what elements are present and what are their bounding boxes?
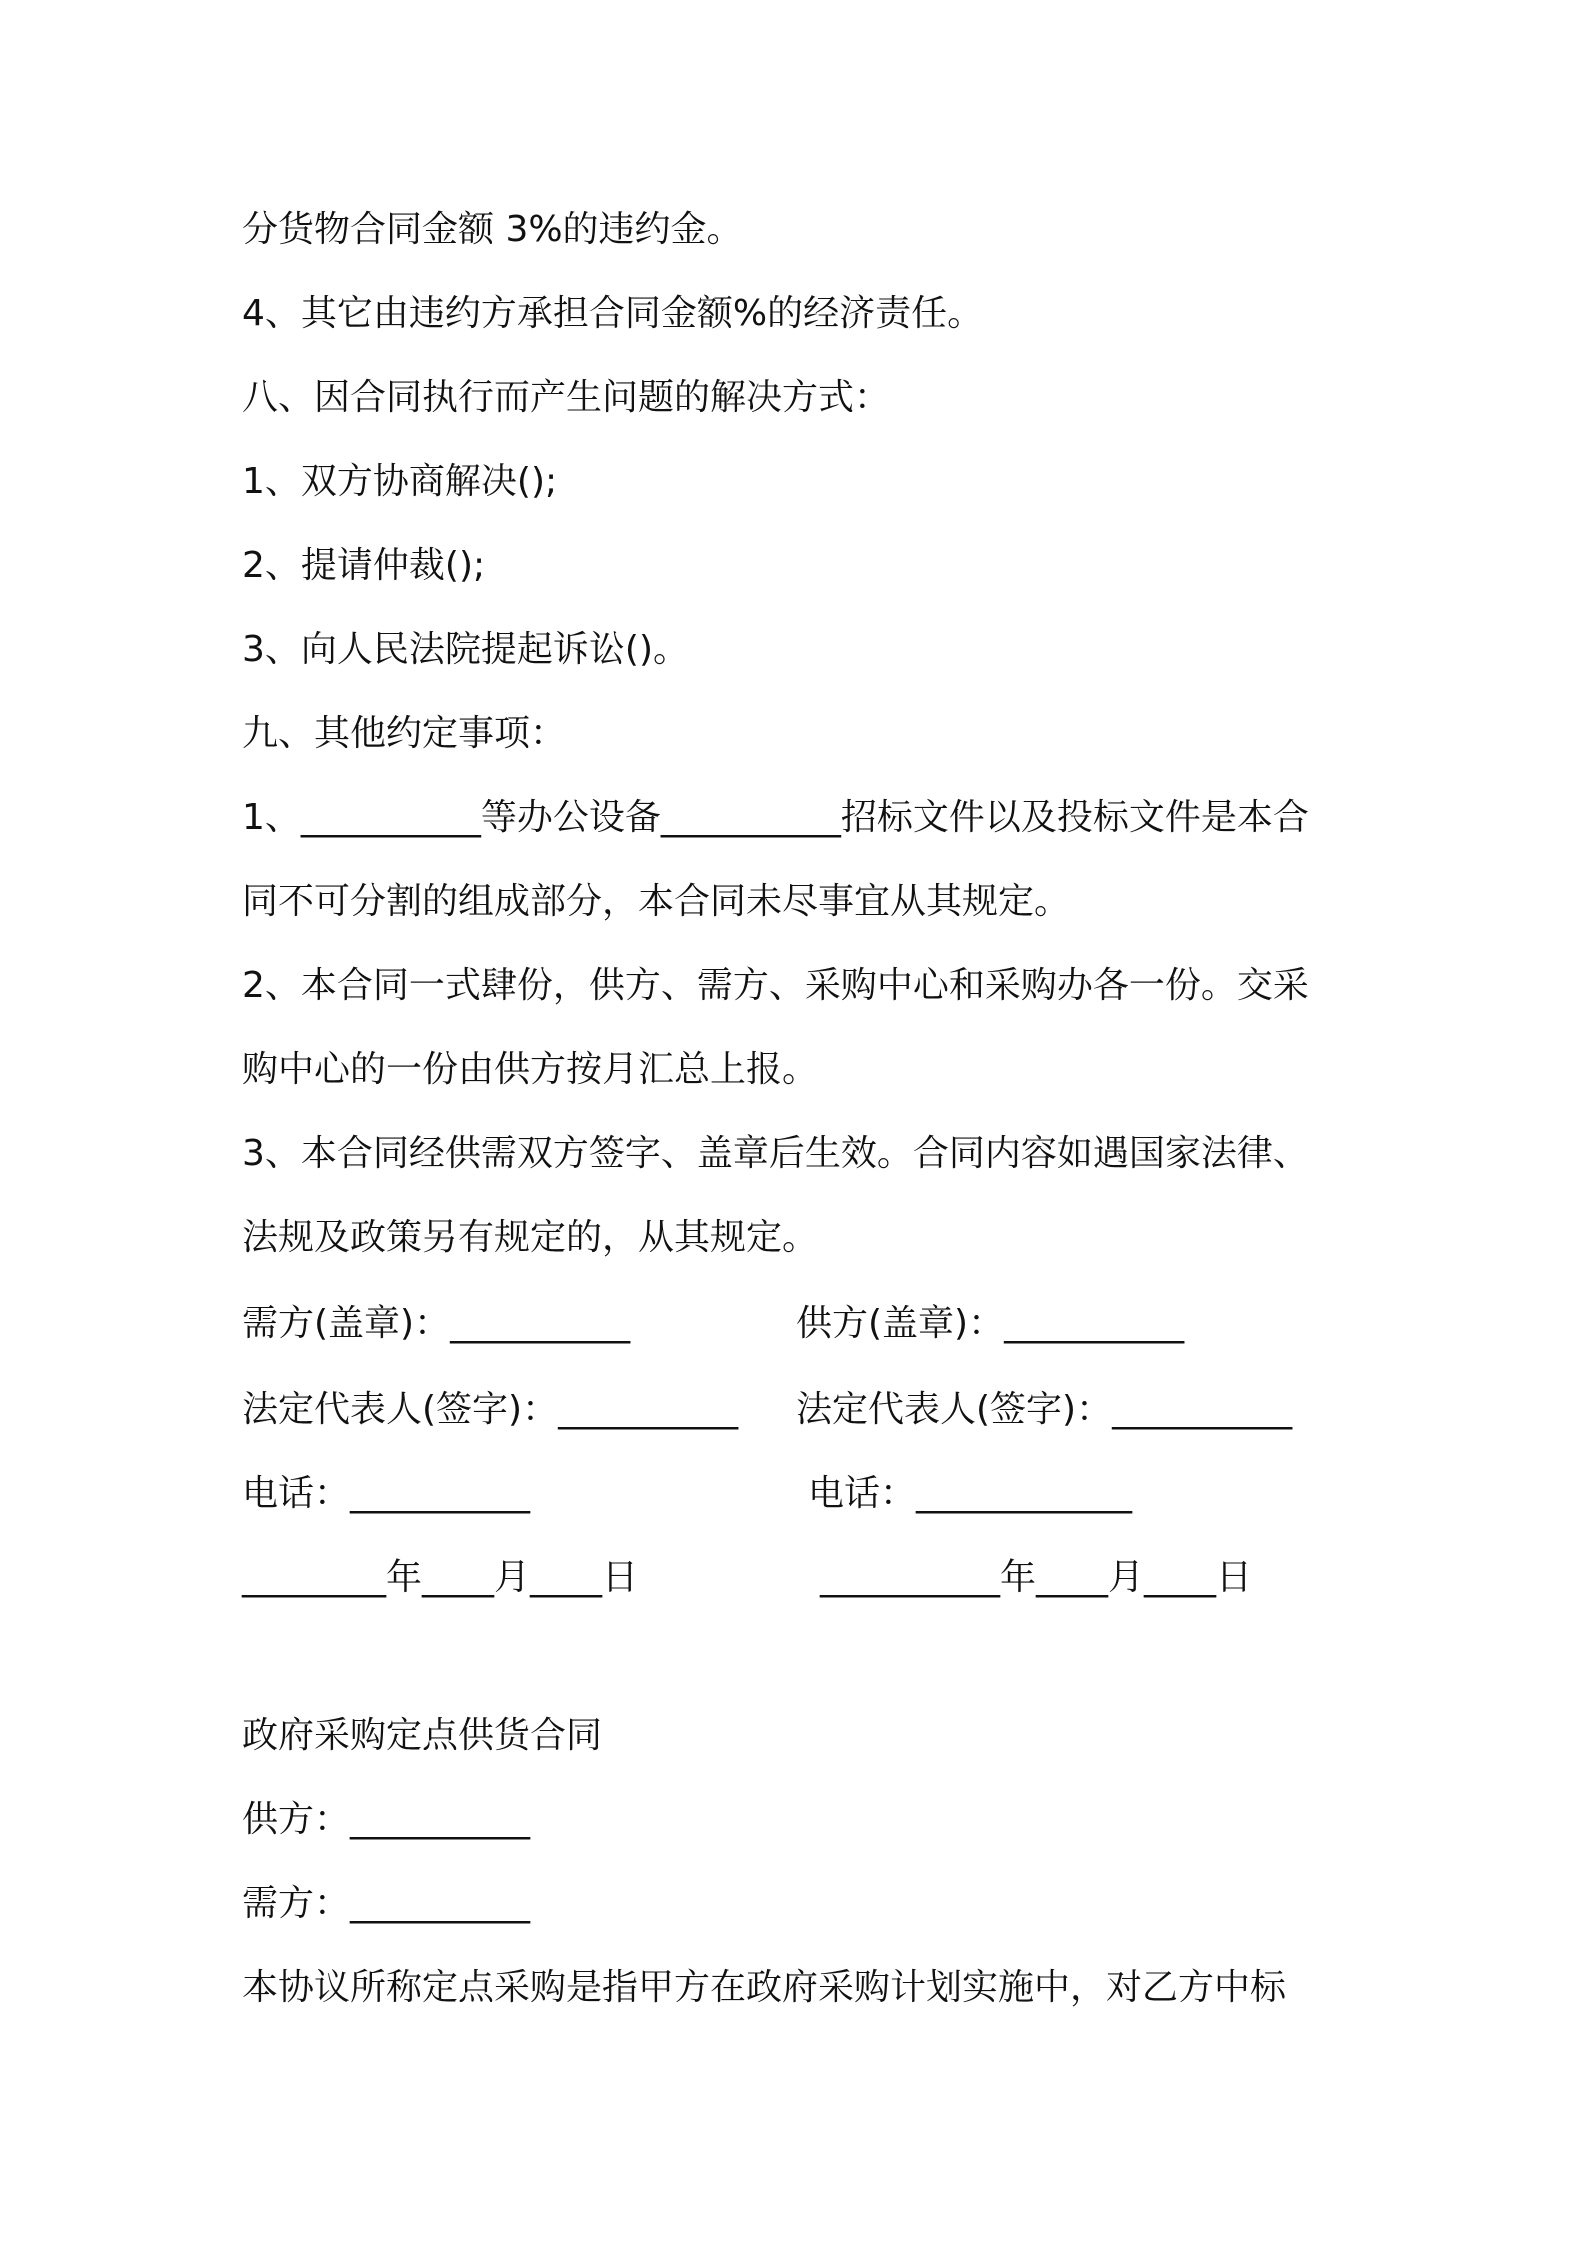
list-item: 1、双方协商解决(); <box>242 461 558 502</box>
paragraph-line: 分货物合同金额 3%的违约金。 <box>242 209 743 250</box>
supplier-representative-field: 法定代表人(签字)：__________ <box>796 1389 1293 1430</box>
supplier-field: 供方：__________ <box>242 1799 531 1840</box>
paragraph-line: 本协议所称定点采购是指甲方在政府采购计划实施中，对乙方中标 <box>242 1967 1287 2008</box>
buyer-phone-field: 电话：__________ <box>242 1473 531 1514</box>
paragraph-line: 4、其它由违约方承担合同金额%的经济责任。 <box>242 293 984 334</box>
section-heading: 八、因合同执行而产生问题的解决方式： <box>242 377 891 418</box>
paragraph-line: 2、本合同一式肆份，供方、需方、采购中心和采购办各一份。交采 <box>242 965 1309 1006</box>
buyer-date-field: ________年____月____日 <box>242 1557 638 1598</box>
buyer-seal-field: 需方(盖章)：__________ <box>242 1303 631 1344</box>
buyer-representative-field: 法定代表人(签字)：__________ <box>242 1389 739 1430</box>
section-heading: 九、其他约定事项： <box>242 713 567 754</box>
buyer-field: 需方：__________ <box>242 1883 531 1924</box>
paragraph-line: 购中心的一份由供方按月汇总上报。 <box>242 1049 819 1090</box>
paragraph-line: 1、__________等办公设备__________招标文件以及投标文件是本合 <box>242 797 1309 838</box>
supplier-phone-field: 电话：____________ <box>808 1473 1133 1514</box>
paragraph-line: 3、本合同经供需双方签字、盖章后生效。合同内容如遇国家法律、 <box>242 1133 1309 1174</box>
paragraph-line: 同不可分割的组成部分，本合同未尽事宜从其规定。 <box>242 881 1071 922</box>
supplier-seal-field: 供方(盖章)：__________ <box>796 1303 1185 1344</box>
supplier-date-field: __________年____月____日 <box>820 1557 1252 1598</box>
list-item: 2、提请仲裁(); <box>242 545 486 586</box>
contract-title: 政府采购定点供货合同 <box>242 1715 603 1756</box>
paragraph-line: 法规及政策另有规定的，从其规定。 <box>242 1217 819 1258</box>
list-item: 3、向人民法院提起诉讼()。 <box>242 629 689 670</box>
